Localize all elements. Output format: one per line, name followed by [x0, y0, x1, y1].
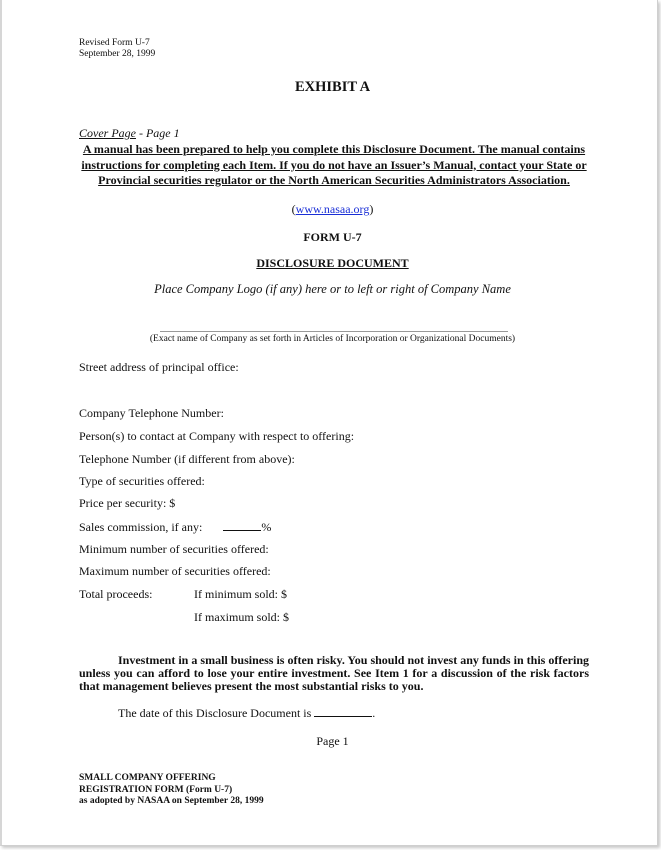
- contact-phone-label: Telephone Number (if different from above):: [79, 452, 295, 466]
- footer-line-3: as adopted by NASAA on September 28, 1999: [79, 796, 264, 806]
- document-date-label: The date of this Disclosure Document is: [118, 706, 312, 720]
- contact-persons-label: Person(s) to contact at Company with respect to offering:: [79, 429, 355, 443]
- paren-open: (: [291, 202, 296, 216]
- risk-warning: Investment in a small business is often risky. You should not invest any funds in this offering unless you can afford to lose your entire investment. See Item 1 for a discussion of the risk factors that management believes present the most substantial risks to you.: [79, 653, 589, 693]
- if-min-sold-label: If minimum sold: $: [194, 587, 287, 601]
- total-proceeds-label: Total proceeds:: [79, 587, 153, 601]
- sales-commission-label: Sales commission, if any:: [79, 520, 203, 534]
- form-footer: [79, 773, 264, 808]
- if-max-sold-label: If maximum sold: $: [194, 610, 289, 624]
- street-address-label: Street address of principal office:: [79, 360, 239, 374]
- sales-commission-blank[interactable]: [223, 519, 261, 531]
- form-title: FORM U-7: [303, 230, 362, 244]
- company-name-line: [160, 331, 508, 332]
- securities-type-label: Type of securities offered:: [79, 474, 205, 488]
- percent-sign: %: [261, 520, 272, 534]
- nasaa-link[interactable]: www.nasaa.org: [295, 202, 370, 216]
- cover-page-number: - Page 1: [135, 126, 180, 140]
- footer-line-1: SMALL COMPANY OFFERING: [79, 773, 216, 783]
- date-period: .: [372, 706, 376, 720]
- document-date-row: [118, 705, 375, 721]
- document-title: DISCLOSURE DOCUMENT: [256, 256, 409, 270]
- sales-commission-row: [79, 519, 271, 535]
- revised-form-label: Revised Form U-7: [79, 38, 150, 48]
- cover-page-heading: [79, 126, 180, 141]
- price-per-security-label: Price per security: $: [79, 496, 176, 510]
- manual-notice: A manual has been prepared to help you complete this Disclosure Document. The manual contains instructions for completing each Item. If you do not have an Issuer’s Manual, contact your State or Provincial securities regulator or the North American Securities Administrators Association.: [81, 142, 587, 187]
- revision-info: [79, 38, 155, 60]
- max-securities-label: Maximum number of securities offered:: [79, 564, 271, 578]
- footer-line-2: REGISTRATION FORM (Form U-7): [79, 784, 233, 795]
- revised-date: September 28, 1999: [79, 49, 156, 59]
- nasaa-url-line: [2, 202, 661, 217]
- page-number: Page 1: [316, 734, 349, 748]
- document-date-blank[interactable]: [314, 705, 372, 717]
- min-securities-label: Minimum number of securities offered:: [79, 542, 269, 556]
- company-name-caption: (Exact name of Company as set forth in Articles of Incorporation or Organizational Documents): [149, 334, 516, 344]
- logo-placeholder: Place Company Logo (if any) here or to left or right of Company Name: [154, 282, 511, 296]
- cover-page-label: Cover Page: [79, 126, 136, 140]
- company-phone-label: Company Telephone Number:: [79, 406, 224, 420]
- paren-close: ): [369, 202, 374, 216]
- exhibit-title: EXHIBIT A: [294, 79, 371, 95]
